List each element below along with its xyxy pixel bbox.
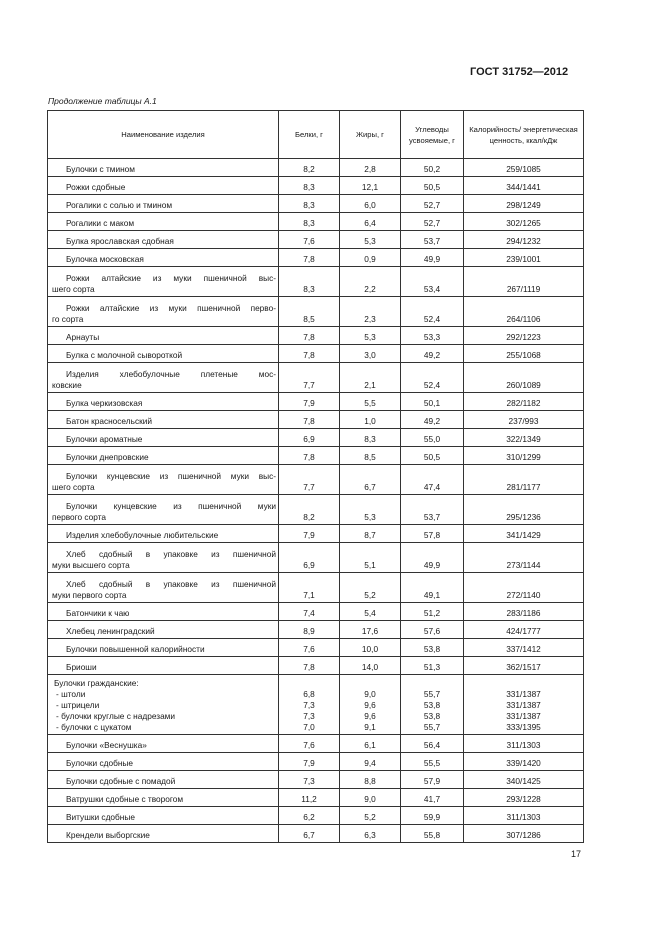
cell-protein: 6,9	[279, 429, 340, 447]
product-name: Булочки сдобные	[48, 753, 279, 771]
table-row	[48, 297, 584, 327]
cell-fat: 5,4	[340, 603, 401, 621]
group-item-protein: 7,3	[303, 700, 315, 710]
cell-carbs	[401, 675, 464, 735]
product-name: Крендели выборгские	[48, 825, 279, 843]
cell-fat: 8,5	[340, 447, 401, 465]
product-name: Булочки «Веснушка»	[48, 735, 279, 753]
table-row	[48, 573, 584, 603]
cell-protein: 7,9	[279, 753, 340, 771]
product-name-line-2: первого сорта	[52, 512, 107, 522]
product-name-line-1: Рожки алтайские из муки пшеничной выс-	[66, 273, 276, 283]
cell-carbs: 50,2	[401, 159, 464, 177]
cell-fat: 2,1	[340, 363, 401, 393]
cell-energy: 298/1249	[464, 195, 584, 213]
table-header-row	[48, 111, 584, 159]
cell-carbs: 55,5	[401, 753, 464, 771]
product-name-line-2: муки первого сорта	[52, 590, 127, 600]
cell-carbs: 59,9	[401, 807, 464, 825]
cell-energy: 307/1286	[464, 825, 584, 843]
product-name	[48, 675, 279, 735]
product-name: Булочки ароматные	[48, 429, 279, 447]
cell-carbs: 52,4	[401, 363, 464, 393]
cell-carbs: 51,3	[401, 657, 464, 675]
cell-protein: 8,9	[279, 621, 340, 639]
cell-carbs: 53,8	[401, 639, 464, 657]
table-row	[48, 825, 584, 843]
cell-carbs: 53,7	[401, 495, 464, 525]
cell-fat: 8,7	[340, 525, 401, 543]
group-item-fat: 9,1	[364, 722, 376, 732]
cell-fat: 5,3	[340, 327, 401, 345]
cell-energy: 281/1177	[464, 465, 584, 495]
cell-fat: 5,2	[340, 807, 401, 825]
table-row	[48, 735, 584, 753]
cell-energy: 255/1068	[464, 345, 584, 363]
cell-fat: 3,0	[340, 345, 401, 363]
cell-energy: 260/1089	[464, 363, 584, 393]
group-item-protein: 7,3	[303, 711, 315, 721]
cell-protein: 6,2	[279, 807, 340, 825]
table-row	[48, 621, 584, 639]
product-name: Булочки повышенной калорийности	[48, 639, 279, 657]
cell-fat: 1,0	[340, 411, 401, 429]
group-item-name: - штрицели	[56, 700, 100, 710]
table-row	[48, 447, 584, 465]
product-name: Рожки сдобные	[48, 177, 279, 195]
group-item-energy: 333/1395	[506, 722, 541, 732]
group-item-carbs: 53,8	[423, 711, 441, 721]
cell-carbs: 53,7	[401, 231, 464, 249]
table-row	[48, 465, 584, 495]
cell-fat: 10,0	[340, 639, 401, 657]
product-name-line-2: шего сорта	[52, 482, 95, 492]
header-protein: Белки, г	[279, 111, 340, 159]
product-name: Хлебец ленинградский	[48, 621, 279, 639]
cell-protein: 7,9	[279, 393, 340, 411]
cell-energy: 264/1106	[464, 297, 584, 327]
product-name: Булочки днепровские	[48, 447, 279, 465]
table-row	[48, 639, 584, 657]
product-name-line-1: Хлеб сдобный в упаковке из пшеничной	[66, 579, 276, 589]
cell-protein	[279, 675, 340, 735]
group-item-fat: 9,0	[364, 689, 376, 699]
cell-carbs: 52,7	[401, 213, 464, 231]
cell-fat: 12,1	[340, 177, 401, 195]
product-name: Бриоши	[48, 657, 279, 675]
cell-energy: 424/1777	[464, 621, 584, 639]
table-row	[48, 429, 584, 447]
cell-fat: 5,2	[340, 573, 401, 603]
product-name-line-2: ковские	[52, 380, 82, 390]
table-row	[48, 807, 584, 825]
cell-protein: 7,7	[279, 363, 340, 393]
cell-energy: 293/1228	[464, 789, 584, 807]
group-item-fat: 9,6	[364, 700, 376, 710]
cell-protein: 7,8	[279, 345, 340, 363]
cell-fat: 6,4	[340, 213, 401, 231]
product-name: Батончики к чаю	[48, 603, 279, 621]
cell-fat: 8,8	[340, 771, 401, 789]
cell-energy: 259/1085	[464, 159, 584, 177]
product-name-line-1: Изделия хлебобулочные плетеные мос-	[66, 369, 276, 379]
cell-protein: 8,3	[279, 195, 340, 213]
cell-fat: 9,0	[340, 789, 401, 807]
cell-fat: 2,3	[340, 297, 401, 327]
product-name: Булка ярославская сдобная	[48, 231, 279, 249]
cell-energy: 282/1182	[464, 393, 584, 411]
cell-energy: 340/1425	[464, 771, 584, 789]
cell-fat: 0,9	[340, 249, 401, 267]
product-name: Рогалики с маком	[48, 213, 279, 231]
cell-energy: 311/1303	[464, 735, 584, 753]
cell-carbs: 50,5	[401, 447, 464, 465]
table-row	[48, 603, 584, 621]
table-row	[48, 753, 584, 771]
cell-protein: 7,4	[279, 603, 340, 621]
cell-energy: 362/1517	[464, 657, 584, 675]
group-item-carbs: 55,7	[423, 689, 441, 699]
cell-energy: 294/1232	[464, 231, 584, 249]
cell-protein: 6,7	[279, 825, 340, 843]
cell-energy: 272/1140	[464, 573, 584, 603]
header-fat: Жиры, г	[340, 111, 401, 159]
table-row	[48, 393, 584, 411]
table-row	[48, 525, 584, 543]
table-row	[48, 675, 584, 735]
cell-protein: 7,8	[279, 249, 340, 267]
cell-carbs: 50,5	[401, 177, 464, 195]
product-name	[48, 573, 279, 603]
cell-carbs: 49,2	[401, 411, 464, 429]
cell-protein: 8,3	[279, 177, 340, 195]
group-item-name: - булочки с цукатом	[56, 722, 132, 732]
table-caption: Продолжение таблицы А.1	[48, 96, 157, 106]
table-row	[48, 177, 584, 195]
group-item-carbs: 55,7	[423, 722, 441, 732]
cell-energy: 267/1119	[464, 267, 584, 297]
product-name	[48, 297, 279, 327]
cell-energy	[464, 675, 584, 735]
product-name: Булка с молочной сывороткой	[48, 345, 279, 363]
cell-protein: 7,7	[279, 465, 340, 495]
cell-protein: 11,2	[279, 789, 340, 807]
cell-protein: 7,3	[279, 771, 340, 789]
cell-protein: 8,3	[279, 213, 340, 231]
standard-number: ГОСТ 31752—2012	[470, 66, 569, 78]
page-number: 17	[571, 849, 582, 859]
group-item-protein: 6,8	[303, 689, 315, 699]
header-carbs: Углеводы усвояемые, г	[401, 111, 464, 159]
cell-protein: 7,6	[279, 639, 340, 657]
cell-protein: 7,8	[279, 327, 340, 345]
cell-carbs: 41,7	[401, 789, 464, 807]
product-name-line-2: шего сорта	[52, 284, 95, 294]
cell-energy: 337/1412	[464, 639, 584, 657]
table-row	[48, 495, 584, 525]
product-name-line-1: Булочки кунцевские из пшеничной муки выс-	[66, 471, 276, 481]
cell-fat	[340, 675, 401, 735]
header-name: Наименование изделия	[48, 111, 279, 159]
cell-energy: 302/1265	[464, 213, 584, 231]
cell-fat: 6,3	[340, 825, 401, 843]
cell-energy: 292/1223	[464, 327, 584, 345]
cell-carbs: 50,1	[401, 393, 464, 411]
cell-energy: 310/1299	[464, 447, 584, 465]
table-row	[48, 345, 584, 363]
group-item-energy: 331/1387	[506, 700, 541, 710]
cell-protein: 8,2	[279, 495, 340, 525]
cell-fat: 6,7	[340, 465, 401, 495]
product-name	[48, 495, 279, 525]
cell-fat: 5,3	[340, 231, 401, 249]
group-item-name: - штоли	[56, 689, 86, 699]
cell-fat: 6,0	[340, 195, 401, 213]
table-row	[48, 789, 584, 807]
cell-protein: 8,3	[279, 267, 340, 297]
table-row	[48, 213, 584, 231]
cell-fat: 5,5	[340, 393, 401, 411]
cell-fat: 17,6	[340, 621, 401, 639]
table-row	[48, 771, 584, 789]
cell-protein: 8,5	[279, 297, 340, 327]
table-row	[48, 267, 584, 297]
table-row	[48, 249, 584, 267]
product-name-line-2: муки высшего сорта	[52, 560, 130, 570]
cell-carbs: 49,1	[401, 573, 464, 603]
cell-carbs: 55,0	[401, 429, 464, 447]
table-body	[48, 159, 584, 843]
product-name: Булочка московская	[48, 249, 279, 267]
table-row	[48, 195, 584, 213]
cell-protein: 7,6	[279, 231, 340, 249]
table-row	[48, 327, 584, 345]
product-name-line-2: го сорта	[52, 314, 84, 324]
table-row	[48, 159, 584, 177]
cell-carbs: 49,2	[401, 345, 464, 363]
group-item-energy: 331/1387	[506, 689, 541, 699]
cell-energy: 339/1420	[464, 753, 584, 771]
cell-carbs: 51,2	[401, 603, 464, 621]
cell-energy: 283/1186	[464, 603, 584, 621]
product-name: Арнауты	[48, 327, 279, 345]
cell-fat: 6,1	[340, 735, 401, 753]
cell-fat: 2,8	[340, 159, 401, 177]
cell-protein: 7,8	[279, 447, 340, 465]
cell-energy: 322/1349	[464, 429, 584, 447]
product-name: Батон красносельский	[48, 411, 279, 429]
table-row	[48, 231, 584, 249]
cell-carbs: 47,4	[401, 465, 464, 495]
product-name	[48, 363, 279, 393]
cell-fat: 8,3	[340, 429, 401, 447]
product-name	[48, 465, 279, 495]
cell-carbs: 52,4	[401, 297, 464, 327]
product-name-line-1: Рожки алтайские из муки пшеничной перво-	[66, 303, 276, 313]
product-name: Изделия хлебобулочные любительские	[48, 525, 279, 543]
product-name: Булочки с тмином	[48, 159, 279, 177]
nutrition-table	[47, 110, 584, 843]
product-name: Булка черкизовская	[48, 393, 279, 411]
table-row	[48, 657, 584, 675]
cell-protein: 6,9	[279, 543, 340, 573]
cell-carbs: 53,4	[401, 267, 464, 297]
cell-protein: 7,8	[279, 657, 340, 675]
cell-carbs: 56,4	[401, 735, 464, 753]
table-row	[48, 363, 584, 393]
cell-energy: 295/1236	[464, 495, 584, 525]
cell-fat: 5,3	[340, 495, 401, 525]
product-name: Ватрушки сдобные с творогом	[48, 789, 279, 807]
cell-energy: 239/1001	[464, 249, 584, 267]
cell-protein: 8,2	[279, 159, 340, 177]
cell-energy: 311/1303	[464, 807, 584, 825]
cell-carbs: 55,8	[401, 825, 464, 843]
group-item-name: - булочки круглые с надрезами	[56, 711, 176, 721]
cell-energy: 237/993	[464, 411, 584, 429]
cell-carbs: 49,9	[401, 543, 464, 573]
cell-energy: 344/1441	[464, 177, 584, 195]
group-item-carbs: 53,8	[423, 700, 441, 710]
cell-carbs: 52,7	[401, 195, 464, 213]
product-name-line-1: Хлеб сдобный в упаковке из пшеничной	[66, 549, 276, 559]
product-name: Рогалики с солью и тмином	[48, 195, 279, 213]
cell-fat: 2,2	[340, 267, 401, 297]
cell-carbs: 57,6	[401, 621, 464, 639]
cell-energy: 273/1144	[464, 543, 584, 573]
cell-fat: 9,4	[340, 753, 401, 771]
product-name	[48, 543, 279, 573]
cell-carbs: 57,8	[401, 525, 464, 543]
cell-carbs: 53,3	[401, 327, 464, 345]
cell-protein: 7,6	[279, 735, 340, 753]
cell-protein: 7,8	[279, 411, 340, 429]
group-title: Булочки гражданские:	[54, 678, 139, 688]
table-row	[48, 543, 584, 573]
table-row	[48, 411, 584, 429]
group-item-fat: 9,6	[364, 711, 376, 721]
product-name-line-1: Булочки кунцевские из пшеничной муки	[66, 501, 276, 511]
product-name	[48, 267, 279, 297]
group-item-energy: 331/1387	[506, 711, 541, 721]
cell-energy: 341/1429	[464, 525, 584, 543]
cell-carbs: 57,9	[401, 771, 464, 789]
product-name: Булочки сдобные с помадой	[48, 771, 279, 789]
group-item-protein: 7,0	[303, 722, 315, 732]
cell-carbs: 49,9	[401, 249, 464, 267]
cell-fat: 14,0	[340, 657, 401, 675]
header-energy: Калорийность/ энергетическая ценность, ккал/кДж	[464, 111, 584, 159]
cell-fat: 5,1	[340, 543, 401, 573]
product-name: Витушки сдобные	[48, 807, 279, 825]
cell-protein: 7,9	[279, 525, 340, 543]
cell-protein: 7,1	[279, 573, 340, 603]
